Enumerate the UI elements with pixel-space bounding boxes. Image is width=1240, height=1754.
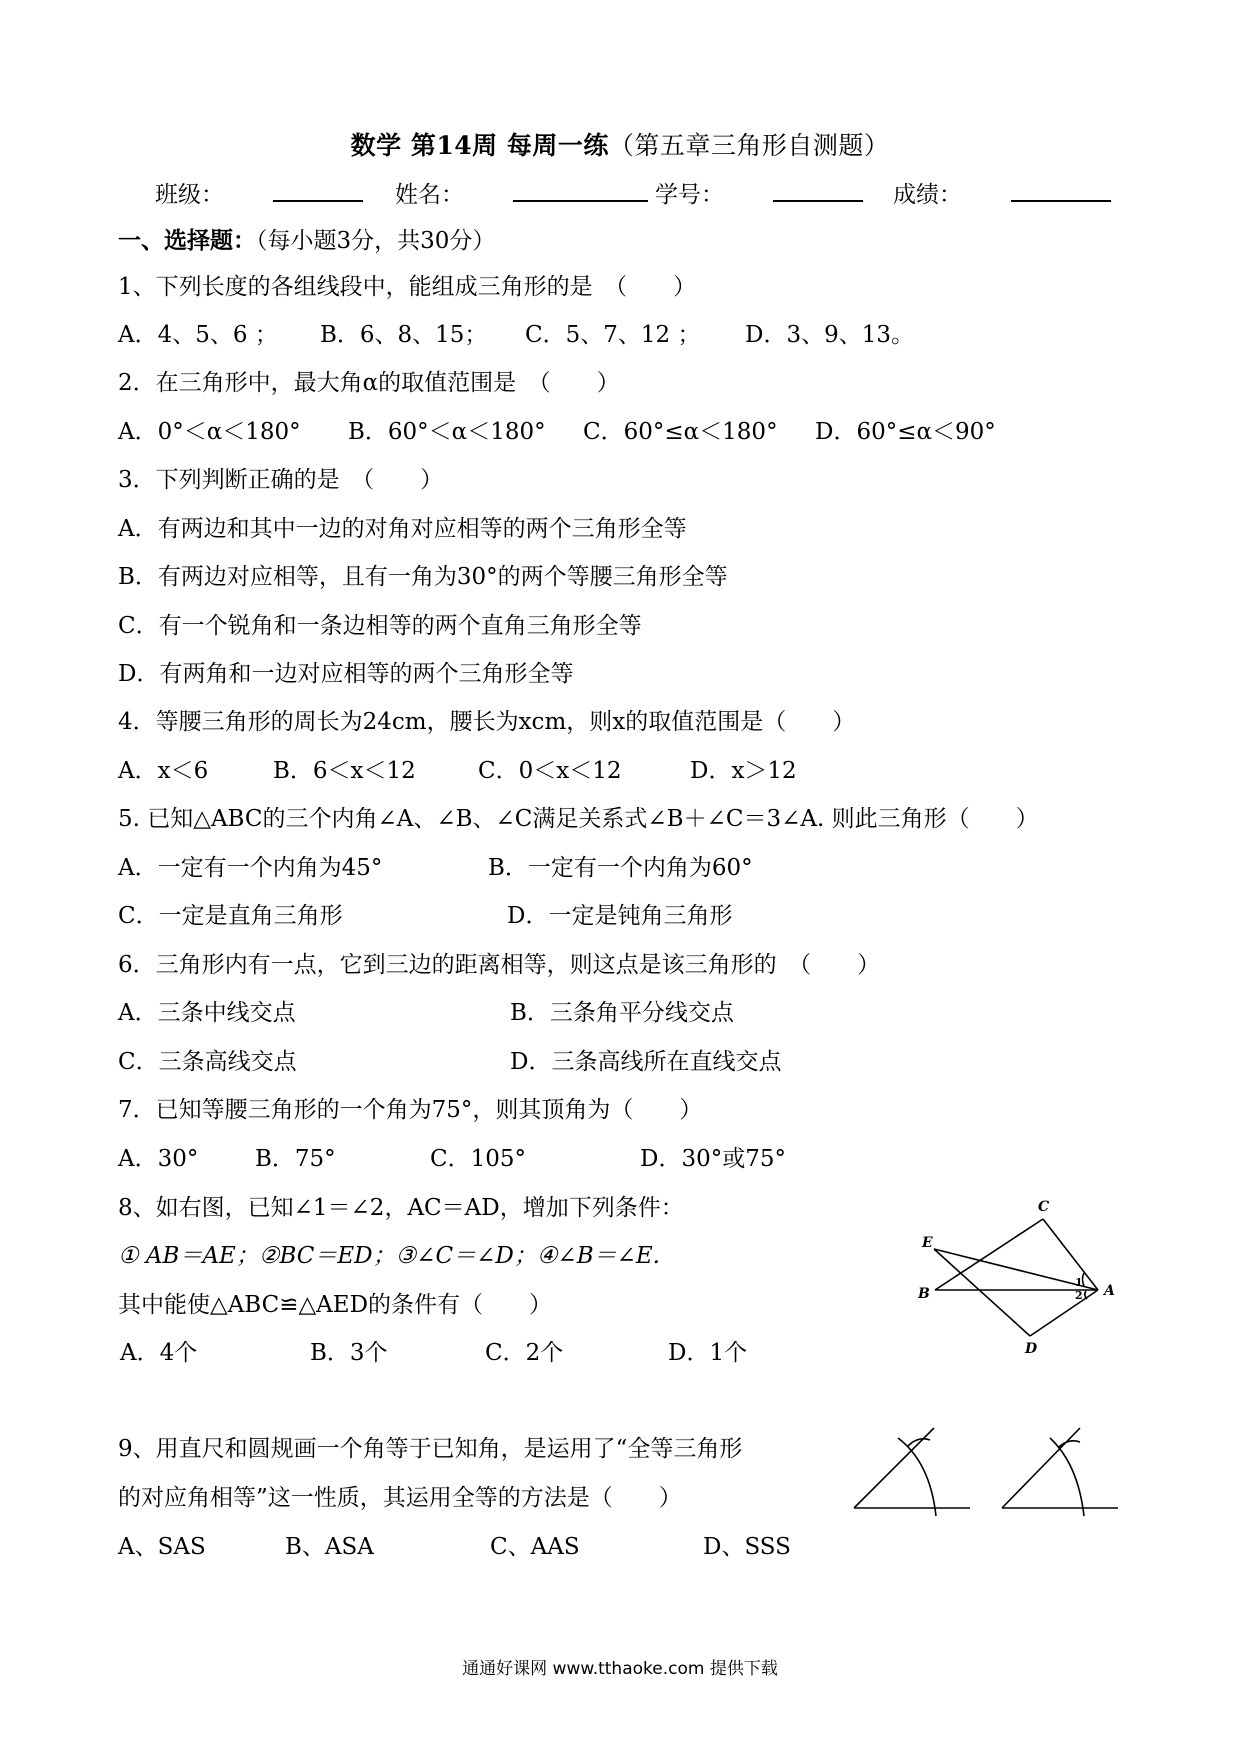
id-field: [655, 176, 724, 209]
segment-DA: [1030, 1290, 1098, 1336]
q2-option-b: B．60°＜α＜180°: [348, 419, 546, 445]
q9-option-b: B、ASA: [285, 1534, 374, 1560]
q8-option-b: B．3个: [310, 1340, 388, 1366]
q1-option-c: C．5、7、12 ；: [525, 322, 701, 348]
right-slant-ray: [1002, 1428, 1080, 1508]
score-label: 成绩：: [893, 182, 962, 208]
section-title: 一、选择题：: [118, 227, 256, 254]
q8-stem: 8、如右图，已知∠1＝∠2，AC＝AD，增加下列条件：: [118, 1195, 684, 1221]
label-A: A: [1104, 1283, 1115, 1299]
q5-option-d: D．一定是钝角三角形: [507, 903, 733, 929]
name-blank[interactable]: [513, 176, 648, 202]
id-blank[interactable]: [773, 176, 863, 202]
q4-option-c: C．0＜x＜12: [478, 758, 622, 784]
label-E: E: [922, 1235, 933, 1251]
q6-option-b: B．三条角平分线交点: [510, 1000, 734, 1026]
q1-option-b: B．6、8、15；: [320, 322, 488, 348]
class-blank[interactable]: [273, 176, 363, 202]
label-D: D: [1025, 1341, 1038, 1355]
right-arc: [1050, 1438, 1084, 1516]
q5-option-b: B．一定有一个内角为60°: [488, 855, 753, 881]
label-B: B: [918, 1286, 930, 1302]
q1-stem: 1、下列长度的各组线段中，能组成三角形的是 （ ）: [118, 274, 697, 300]
q5-option-c: C．一定是直角三角形: [118, 903, 343, 929]
q3-stem: 3．下列判断正确的是 （ ）: [118, 467, 444, 493]
q4-stem: 4．等腰三角形的周长为24cm，腰长为xcm，则x的取值范围是（ ）: [118, 709, 856, 735]
score-field: [893, 176, 962, 209]
angle-arc-2: [1085, 1291, 1087, 1299]
q8-conditions: ① AB＝AE；②BC＝ED；③∠C＝∠D；④∠B＝∠E.: [118, 1243, 660, 1269]
q8-option-d: D．1个: [668, 1340, 748, 1366]
q3-option-b: B．有两边对应相等，且有一角为30°的两个等腰三角形全等: [118, 564, 728, 590]
score-blank[interactable]: [1011, 176, 1111, 202]
q7-option-b: B．75°: [255, 1146, 336, 1172]
q9-stem-line2: 的对应角相等”这一性质，其运用全等的方法是（ ）: [118, 1485, 682, 1511]
angle-arc-1: [1083, 1273, 1085, 1286]
q8-ask: 其中能使△ABC≌△AED的条件有（ ）: [118, 1292, 553, 1318]
segment-CB: [935, 1219, 1043, 1290]
label-1: 1: [1075, 1276, 1083, 1289]
q4-option-b: B．6＜x＜12: [273, 758, 416, 784]
q8-triangle-figure: [900, 1195, 1140, 1355]
q7-option-d: D．30°或75°: [640, 1146, 786, 1172]
name-field: [395, 176, 464, 209]
name-label: 姓名：: [395, 182, 464, 208]
section-heading: [118, 226, 495, 256]
q6-option-c: C．三条高线交点: [118, 1049, 297, 1075]
q3-option-a: A．有两边和其中一边的对角对应相等的两个三角形全等: [118, 516, 687, 542]
q2-option-d: D．60°≤α＜90°: [815, 419, 996, 445]
left-arc: [898, 1438, 936, 1516]
q9-angle-construction-figure: [850, 1420, 1130, 1530]
section-note: （每小题3分，共30分）: [256, 228, 496, 254]
q9-option-d: D、SSS: [703, 1534, 791, 1560]
segment-EA: [934, 1249, 1098, 1290]
q2-option-a: A．0°＜α＜180°: [118, 419, 301, 445]
student-info-row: [155, 176, 1105, 216]
q7-stem: 7．已知等腰三角形的一个角为75°，则其顶角为（ ）: [118, 1097, 703, 1123]
q1-option-d: D．3、9、13。: [745, 322, 914, 348]
q9-stem-line1: 9、用直尺和圆规画一个角等于已知角，是运用了“全等三角形: [118, 1436, 743, 1462]
q3-option-d: D．有两角和一边对应相等的两个三角形全等: [118, 661, 574, 687]
q4-option-d: D．x＞12: [690, 758, 797, 784]
q5-option-a: A．一定有一个内角为45°: [118, 855, 383, 881]
q2-stem: 2．在三角形中，最大角α的取值范围是 （ ）: [118, 370, 620, 396]
q8-option-c: C．2个: [485, 1340, 564, 1366]
q8-option-a: A．4个: [120, 1340, 198, 1366]
q7-option-c: C．105°: [430, 1146, 526, 1172]
segment-ED: [934, 1249, 1030, 1336]
q5-stem: 5. 已知△ABC的三个内角∠A、∠B、∠C满足关系式∠B＋∠C＝3∠A. 则此三角形（ ）: [118, 806, 1039, 832]
segment-CA: [1043, 1219, 1098, 1290]
page-title: [0, 126, 1240, 162]
title-main: 数学 第14周 每周一练: [350, 131, 609, 160]
q6-stem: 6．三角形内有一点，它到三边的距离相等，则这点是该三角形的 （ ）: [118, 952, 881, 978]
title-sub: （第五章三角形自测题）: [608, 131, 890, 160]
id-label: 学号：: [655, 182, 724, 208]
q3-option-c: C．有一个锐角和一条边相等的两个直角三角形全等: [118, 613, 642, 639]
page-footer: 通通好课网 www.tthaoke.com 提供下载: [462, 1659, 778, 1679]
class-label: 班级：: [155, 182, 224, 208]
q6-option-a: A．三条中线交点: [118, 1000, 296, 1026]
label-C: C: [1038, 1199, 1050, 1215]
label-2: 2: [1075, 1289, 1083, 1302]
q9-option-a: A、SAS: [118, 1534, 206, 1560]
q2-option-c: C．60°≤α＜180°: [583, 419, 778, 445]
q1-option-a: A．4、5、6 ；: [118, 322, 278, 348]
q4-option-a: A．x＜6: [118, 758, 209, 784]
q6-option-d: D．三条高线所在直线交点: [510, 1049, 782, 1075]
q9-option-c: C、AAS: [490, 1534, 580, 1560]
q7-option-a: A．30°: [118, 1146, 199, 1172]
class-field: [155, 176, 224, 209]
